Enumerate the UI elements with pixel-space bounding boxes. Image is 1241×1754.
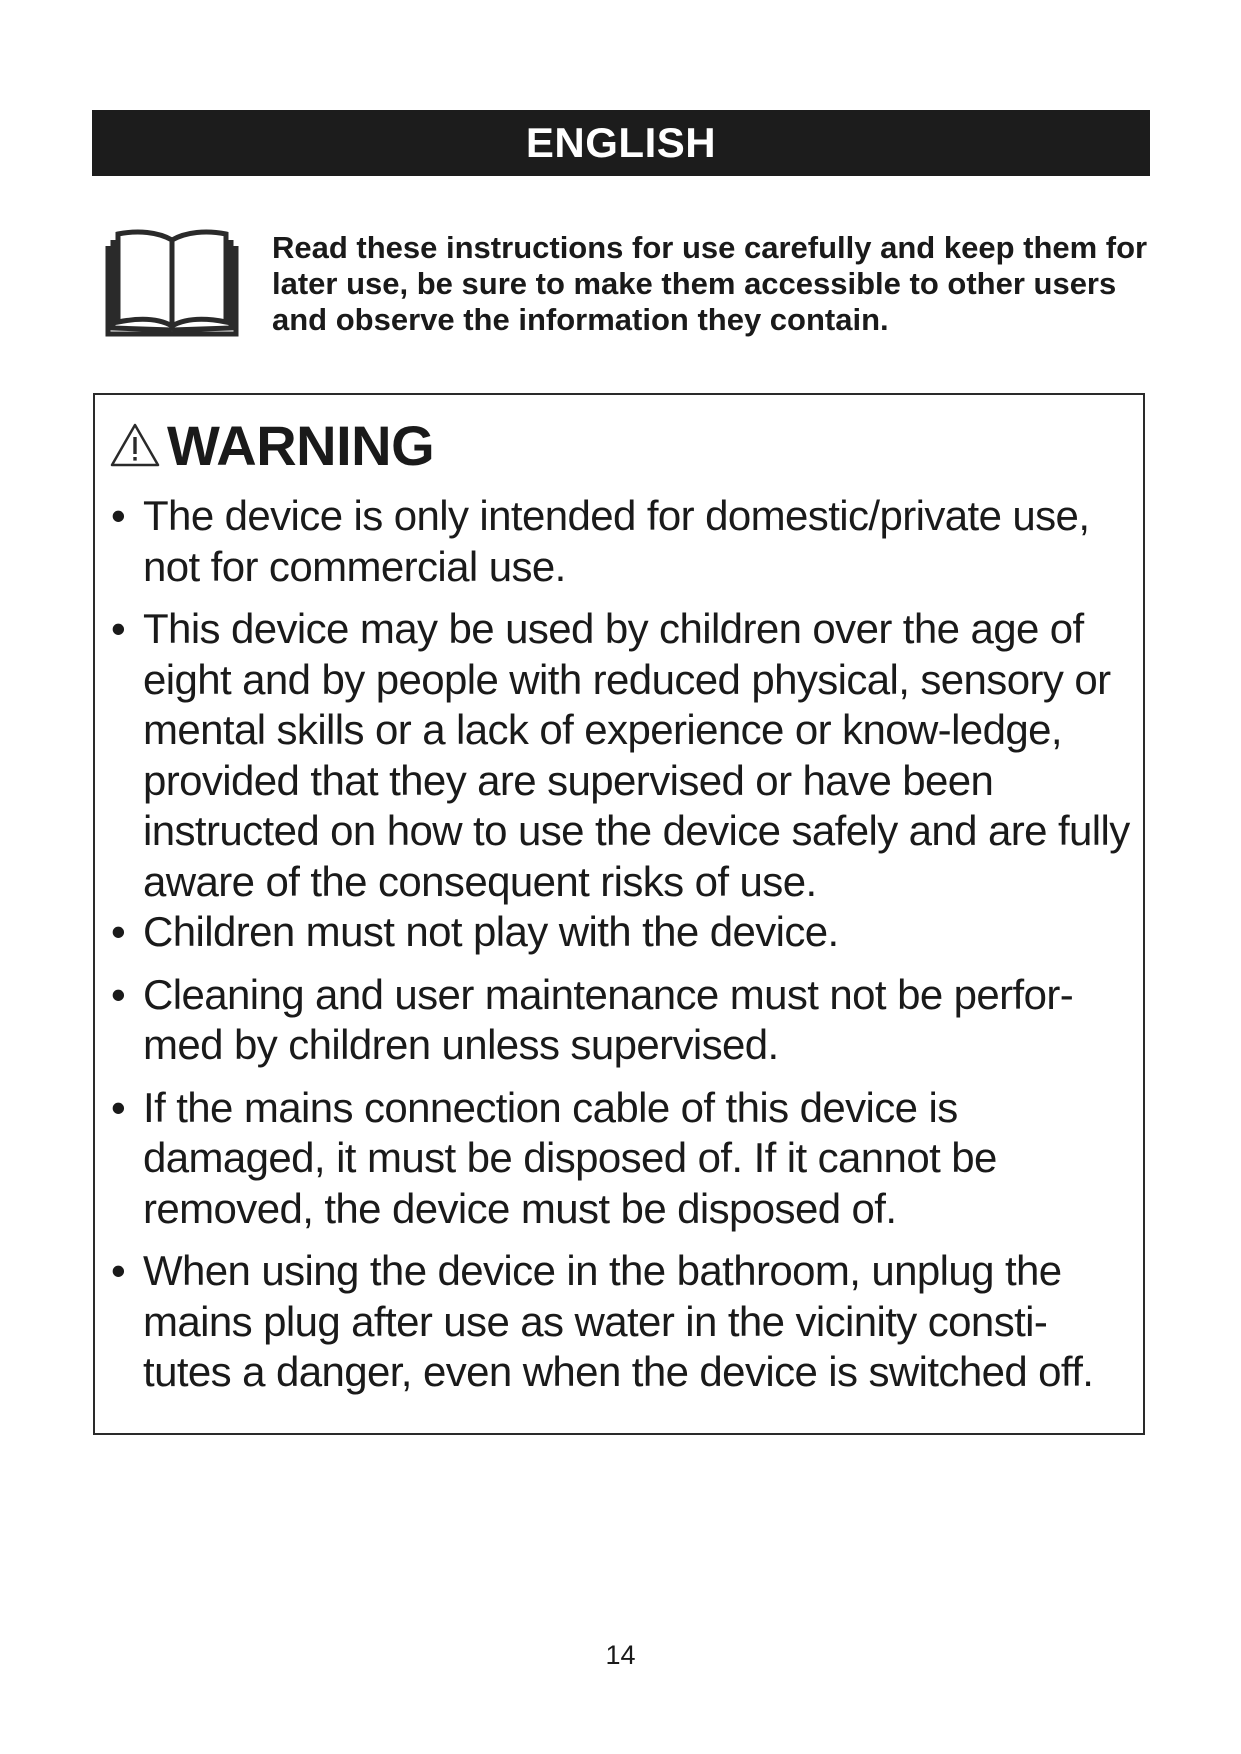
warning-item-children-supervision: • This device may be used by children over the age of eight and by people with reduced physical, sensory or mental skills or a lack of experience or know-ledge, provided that they are supervised or have been instructed on how to use the device safely and are fully aware of the consequent risks of use. [111, 604, 1131, 907]
language-title: ENGLISH [525, 119, 717, 166]
warning-title: WARNING [167, 413, 435, 477]
warning-list [111, 491, 1131, 1398]
warning-item-bathroom: • When using the device in the bathroom, unplug the mains plug after use as water in the vicinity consti-tutes a danger, even when the device is switched off. [111, 1246, 1131, 1398]
warning-item-no-play: • Children must not play with the device. [111, 907, 1131, 958]
warning-item-domestic-use: • The device is only intended for domestic/private use, not for commercial use. [111, 491, 1131, 592]
page-number: 14 [605, 1640, 636, 1670]
language-header-bar [92, 110, 1150, 176]
warning-item-cleaning: • Cleaning and user maintenance must not be perfor-med by children unless supervised. [111, 970, 1131, 1071]
warning-triangle-icon [109, 421, 161, 469]
book-icon [104, 226, 240, 342]
intro-section [100, 222, 1160, 352]
warning-box [93, 393, 1145, 1435]
warning-header [109, 413, 434, 477]
intro-instructions-text: Read these instructions for use carefully and keep them for later use, be sure to make them accessible to other users and observe the information they contain. [272, 230, 1148, 337]
warning-item-damaged-cable: • If the mains connection cable of this device is damaged, it must be disposed of. If it cannot be removed, the device must be disposed of. [111, 1083, 1131, 1235]
